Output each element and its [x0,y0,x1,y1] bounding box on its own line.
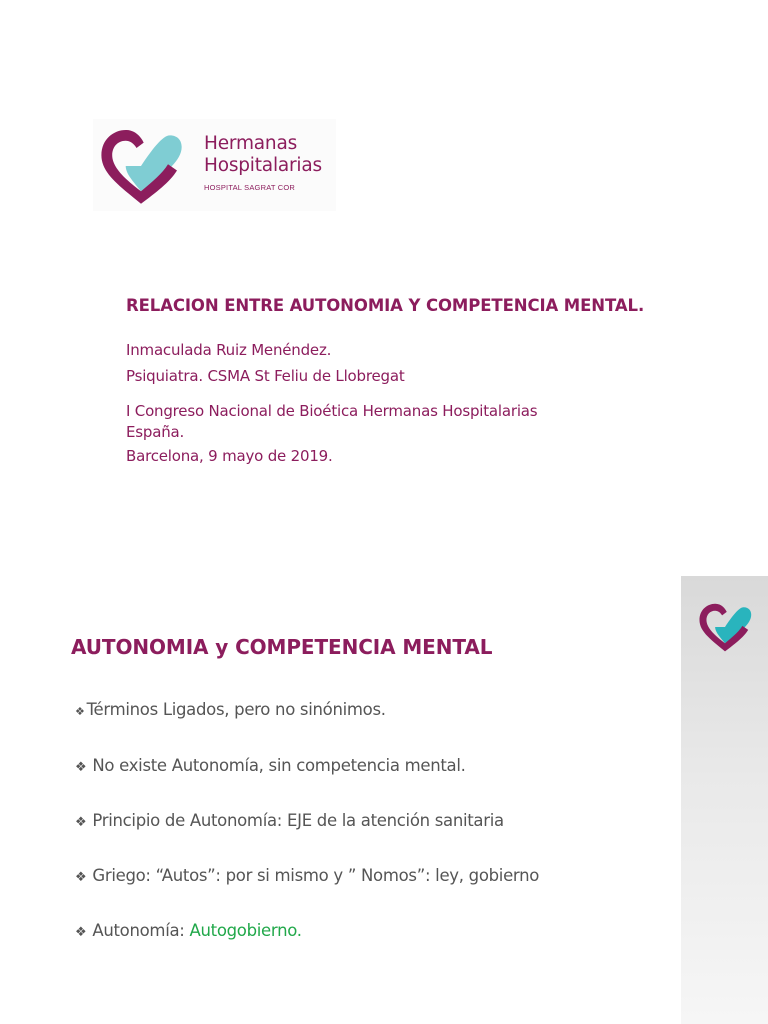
side-decoration-strip [681,576,768,1024]
heart-logo-icon [95,121,187,211]
bullet-item [75,921,302,940]
bullet-text: Autonomía: [92,921,190,940]
congress-name: I Congreso Nacional de Bioética Hermanas Hospitalarias [126,402,538,420]
content-slide [0,576,768,1024]
presentation-title: RELACION ENTRE AUTONOMIA Y COMPETENCIA MENTAL. [126,296,645,315]
author-role: Psiquiatra. CSMA St Feliu de Llobregat [126,367,405,385]
highlight-text: Autogobierno. [189,921,302,940]
congress-country: España. [126,423,185,441]
diamond-bullet-icon: ❖ [75,760,87,775]
brand-name-line2: Hospitalarias [204,155,322,176]
bullet-text: No existe Autonomía, sin competencia mental. [92,756,466,775]
bullet-item [75,756,466,775]
diamond-bullet-icon: ❖ [75,705,85,718]
author-name: Inmaculada Ruiz Menéndez. [126,341,332,359]
heart-logo-icon [695,598,755,656]
hermanas-hospitalarias-logo [93,119,336,211]
bullet-text: Griego: “Autos”: por si mismo y ” Nomos”: ley, gobierno [92,866,540,885]
bullet-item [75,866,539,885]
date-place: Barcelona, 9 mayo de 2019. [126,447,333,465]
slide-title: AUTONOMIA y COMPETENCIA MENTAL [71,635,493,659]
diamond-bullet-icon: ❖ [75,925,87,940]
diamond-bullet-icon: ❖ [75,870,87,885]
brand-name-line1: Hermanas [204,133,298,154]
bullet-item [75,700,386,719]
brand-subtitle: HOSPITAL SAGRAT COR [204,183,296,192]
bullet-item [75,811,504,830]
diamond-bullet-icon: ❖ [75,815,87,830]
bullet-text: Términos Ligados, pero no sinónimos. [86,700,386,719]
bullet-text: Principio de Autonomía: EJE de la atención sanitaria [92,811,504,830]
